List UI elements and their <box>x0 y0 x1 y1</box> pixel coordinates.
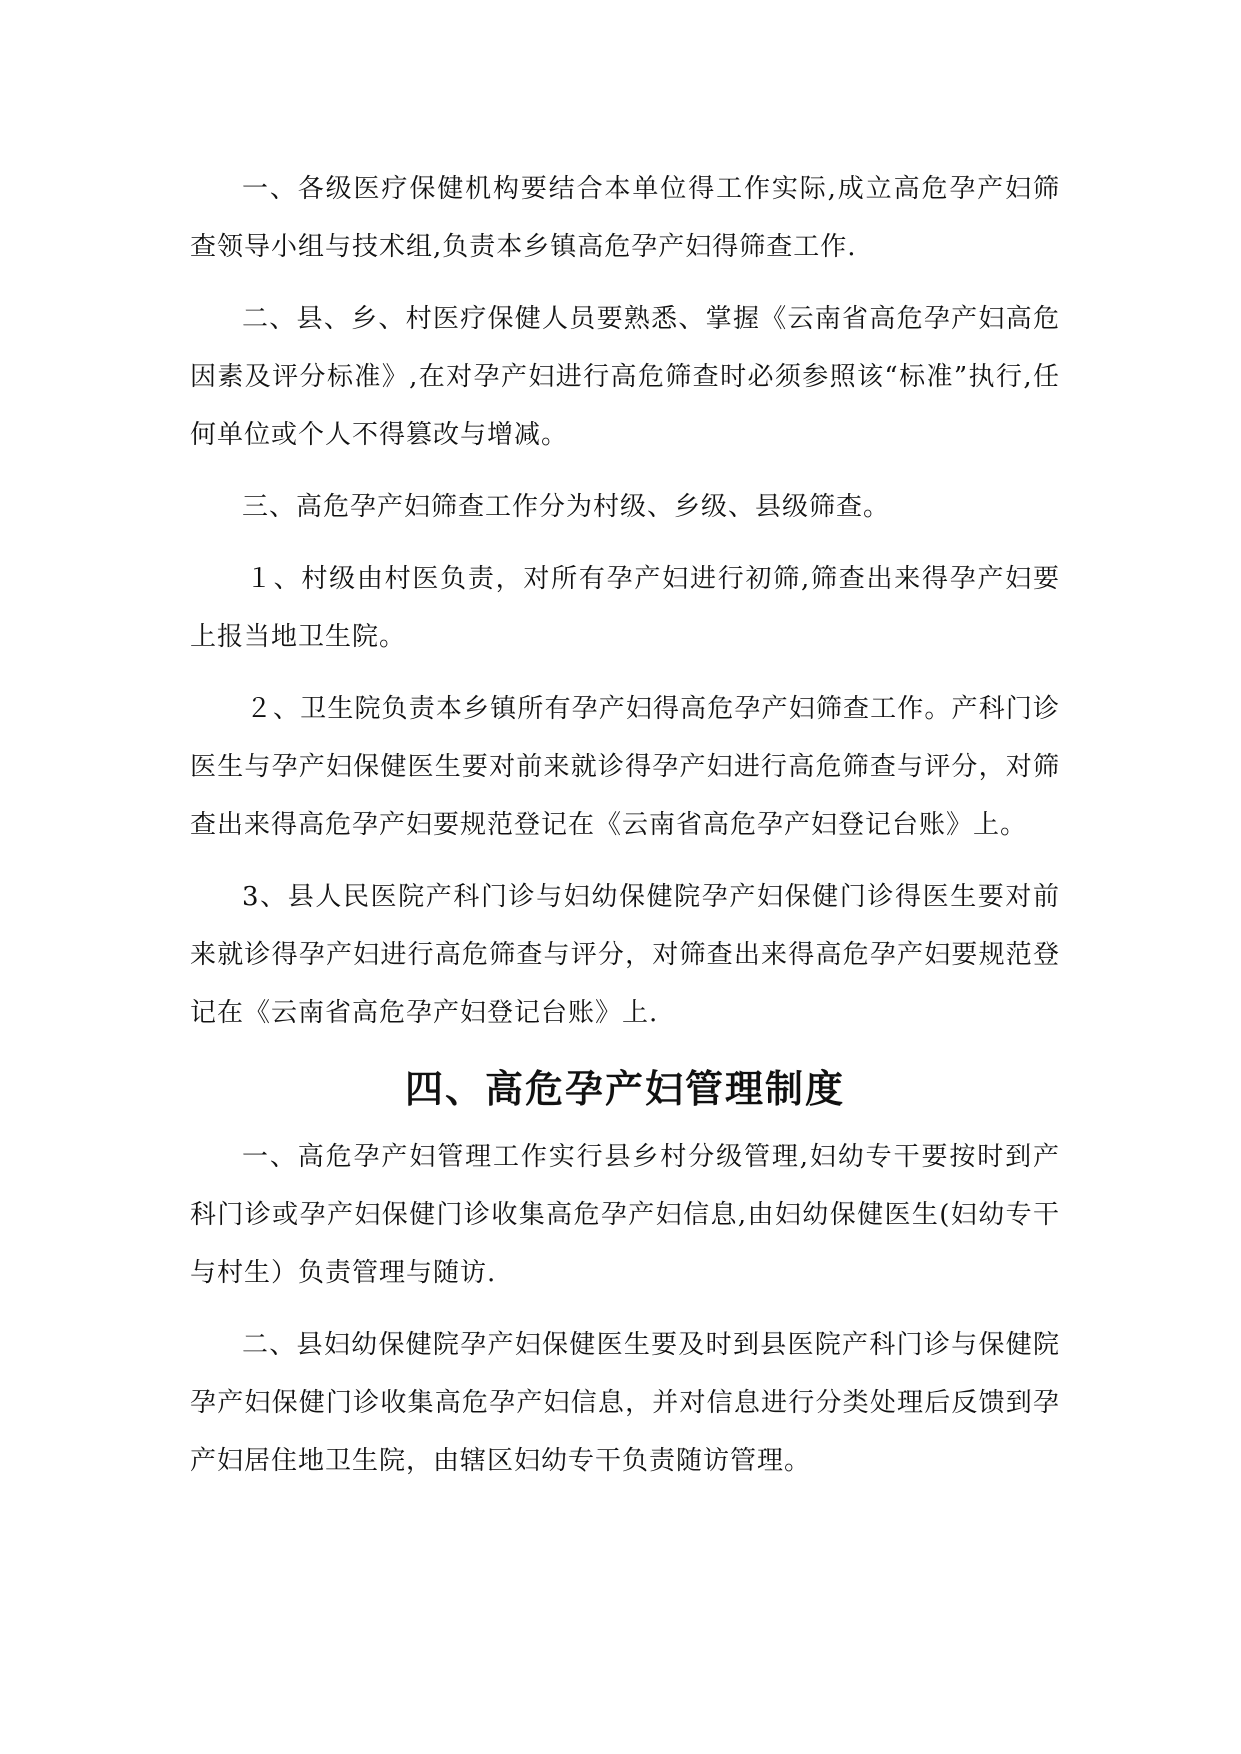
paragraph-tiered-management: 一、高危孕产妇管理工作实行县乡村分级管理,妇幼专干要按时到产科门诊或孕产妇保健门诊收集高危孕产妇信息,由妇幼保健医生(妇幼专干与村生）负责管理与随访. <box>190 1142 1060 1288</box>
section-heading: 四、高危孕产妇管理制度 <box>404 1067 845 1111</box>
paragraph-village-level: １、村级由村医负责，对所有孕产妇进行初筛,筛查出来得孕产妇要上报当地卫生院。 <box>190 564 1060 652</box>
paragraph-county-level: 3、县人民医院产科门诊与妇幼保健院孕产妇保健门诊得医生要对前来就诊得孕产妇进行高危筛查与评分，对筛查出来得高危孕产妇要规范登记在《云南省高危孕产妇登记台账》上. <box>190 882 1060 1028</box>
paragraph-info-feedback: 二、县妇幼保健院孕产妇保健医生要及时到县医院产科门诊与保健院孕产妇保健门诊收集高危孕产妇信息，并对信息进行分类处理后反馈到孕产妇居住地卫生院，由辖区妇幼专干负责随访管理。 <box>190 1330 1060 1476</box>
paragraph-screening-levels: 三、高危孕产妇筛查工作分为村级、乡级、县级筛查。 <box>242 492 891 522</box>
document-body <box>190 160 1060 1504</box>
paragraph-screening-org: 一、各级医疗保健机构要结合本单位得工作实际,成立高危孕产妇筛查领导小组与技术组,负责本乡镇高危孕产妇得筛查工作. <box>190 174 1060 262</box>
paragraph-standards: 二、县、乡、村医疗保健人员要熟悉、掌握《云南省高危孕产妇高危因素及评分标准》,在对孕产妇进行高危筛查时必须参照该“标准”执行,任何单位或个人不得篡改与增减。 <box>190 304 1060 450</box>
paragraph-township-level: ２、卫生院负责本乡镇所有孕产妇得高危孕产妇筛查工作。产科门诊医生与孕产妇保健医生要对前来就诊得孕产妇进行高危筛查与评分，对筛查出来得高危孕产妇要规范登记在《云南省高危孕产妇登记台账》上。 <box>190 694 1060 840</box>
